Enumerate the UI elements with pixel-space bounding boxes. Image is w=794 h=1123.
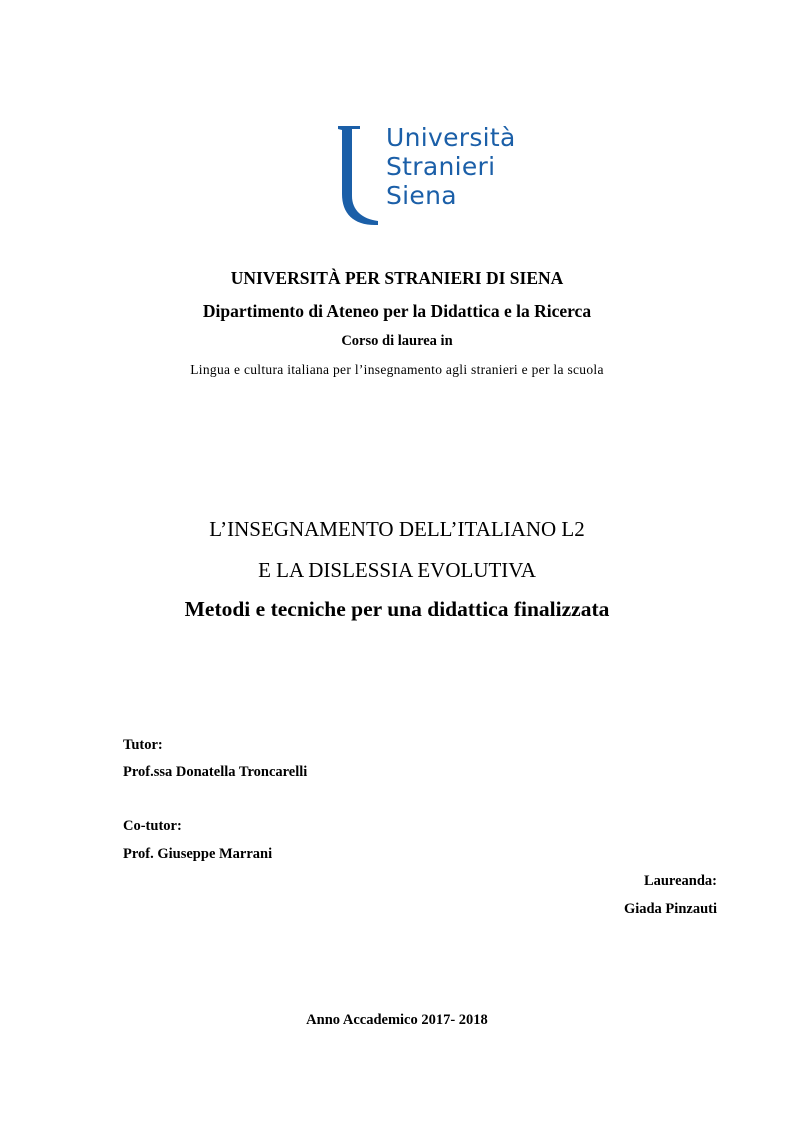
student-name: Giada Pinzauti: [623, 901, 717, 917]
thesis-title-line-2: E LA DISLESSIA EVOLUTIVA: [258, 558, 536, 582]
logo-text-line: Stranieri: [386, 152, 496, 181]
cotutor-label: Co-tutor:: [123, 818, 182, 834]
department-name: Dipartimento di Ateneo per la Didattica e la Ricerca: [202, 301, 592, 321]
university-name: UNIVERSITÀ PER STRANIERI DI SIENA: [230, 268, 564, 288]
logo-text-line: Università: [386, 123, 516, 152]
thesis-title-line-1: L’INSEGNAMENTO DELL’ITALIANO L2: [209, 517, 585, 541]
tutor-name: Prof.ssa Donatella Troncarelli: [123, 764, 308, 780]
academic-year: Anno Accademico 2017- 2018: [306, 1012, 488, 1028]
course-name: Lingua e cultura italiana per l’insegnamento agli stranieri e per la scuola: [190, 362, 604, 377]
thesis-subtitle: Metodi e tecniche per una didattica finalizzata: [184, 597, 610, 621]
tutor-label: Tutor:: [123, 737, 163, 753]
logo-emblem-icon: [334, 124, 384, 228]
student-label: Laureanda:: [643, 873, 717, 889]
course-label: Corso di laurea in: [341, 333, 453, 349]
cotutor-name: Prof. Giuseppe Marrani: [123, 846, 273, 862]
logo-text-line: Siena: [386, 181, 457, 210]
university-logo: [334, 124, 534, 228]
